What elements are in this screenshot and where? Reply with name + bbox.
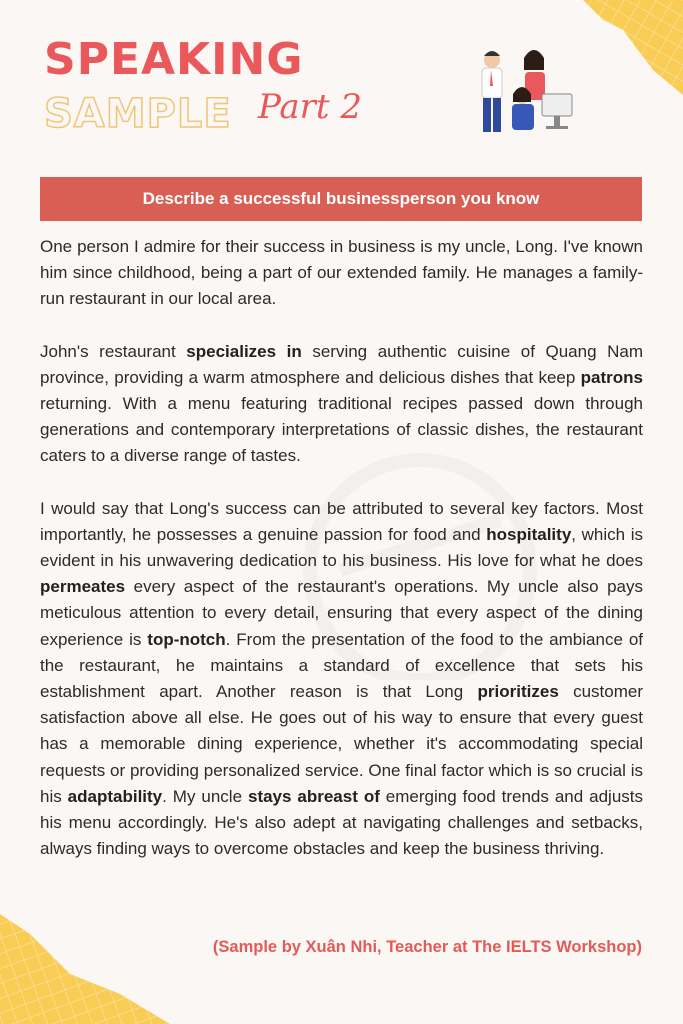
key-vocabulary: hospitality (486, 524, 572, 544)
text-run: I would say that Long's success can be attributed to several key factors. Most importantly, he possesses a genuine passion for food and (40, 498, 643, 544)
text-run: every aspect of the restaurant's operations. My uncle also pays meticulous attention to every detail, ensuring that every aspect of the dining experience is (40, 577, 643, 649)
key-vocabulary: top-notch (147, 629, 226, 649)
key-vocabulary: prioritizes (477, 682, 559, 702)
key-vocabulary: patrons (580, 367, 643, 387)
text-run: John's restaurant (40, 341, 187, 361)
key-vocabulary: specializes in (186, 341, 302, 361)
text-run: returning. With a menu featuring traditional recipes passed down through generations and contemporary interpretations of classic dishes, the restaurant caters to a diverse range of tastes. (40, 394, 643, 466)
text-run: . My uncle (162, 786, 248, 806)
grid-paper-corner-bottom-left (0, 894, 170, 1024)
key-vocabulary: adaptability (67, 786, 163, 806)
text-run: emerging food trends and adjusts his menu accordingly. He's also adept at navigating challenges and setbacks, always finding ways to overcome obstacles and keep the business thriving. (40, 786, 643, 859)
answer-body (40, 234, 643, 888)
question-banner: Describe a successful businessperson you know (40, 177, 642, 221)
text-run: One person I admire for their success in business is my uncle, Long. I've known him since childhood, being a part of our extended family. He manages a family-run restaurant in our local area. (40, 237, 643, 309)
title-sample: SAMPLE (44, 91, 232, 137)
people-illustration (470, 46, 580, 142)
paragraph (40, 234, 643, 313)
title-speaking: SPEAKING (44, 34, 304, 85)
paragraph (40, 339, 643, 470)
text-run: , which is evident in his unwavering dedication to his business. His love for what he does (40, 524, 643, 571)
key-vocabulary: permeates (40, 577, 126, 597)
paragraph (40, 496, 643, 863)
text-run: serving authentic cuisine of Quang Nam province, providing a warm atmosphere and delicious dishes that keep (40, 341, 643, 387)
text-run: . From the presentation of the food to the ambiance of the restaurant, he maintains a standard of excellence that sets his establishment apart. Another reason is that Long (40, 629, 643, 702)
text-run: customer satisfaction above all else. He goes out of his way to ensure that every guest has a memorable dining experience, whether it's accommodating special requests or providing personalized service. One final factor which is so crucial is his (40, 682, 643, 806)
sample-credit: (Sample by Xuân Nhi, Teacher at The IELTS Workshop) (212, 938, 642, 956)
title-part: Part 2 (258, 87, 362, 127)
key-vocabulary: stays abreast of (247, 786, 380, 806)
